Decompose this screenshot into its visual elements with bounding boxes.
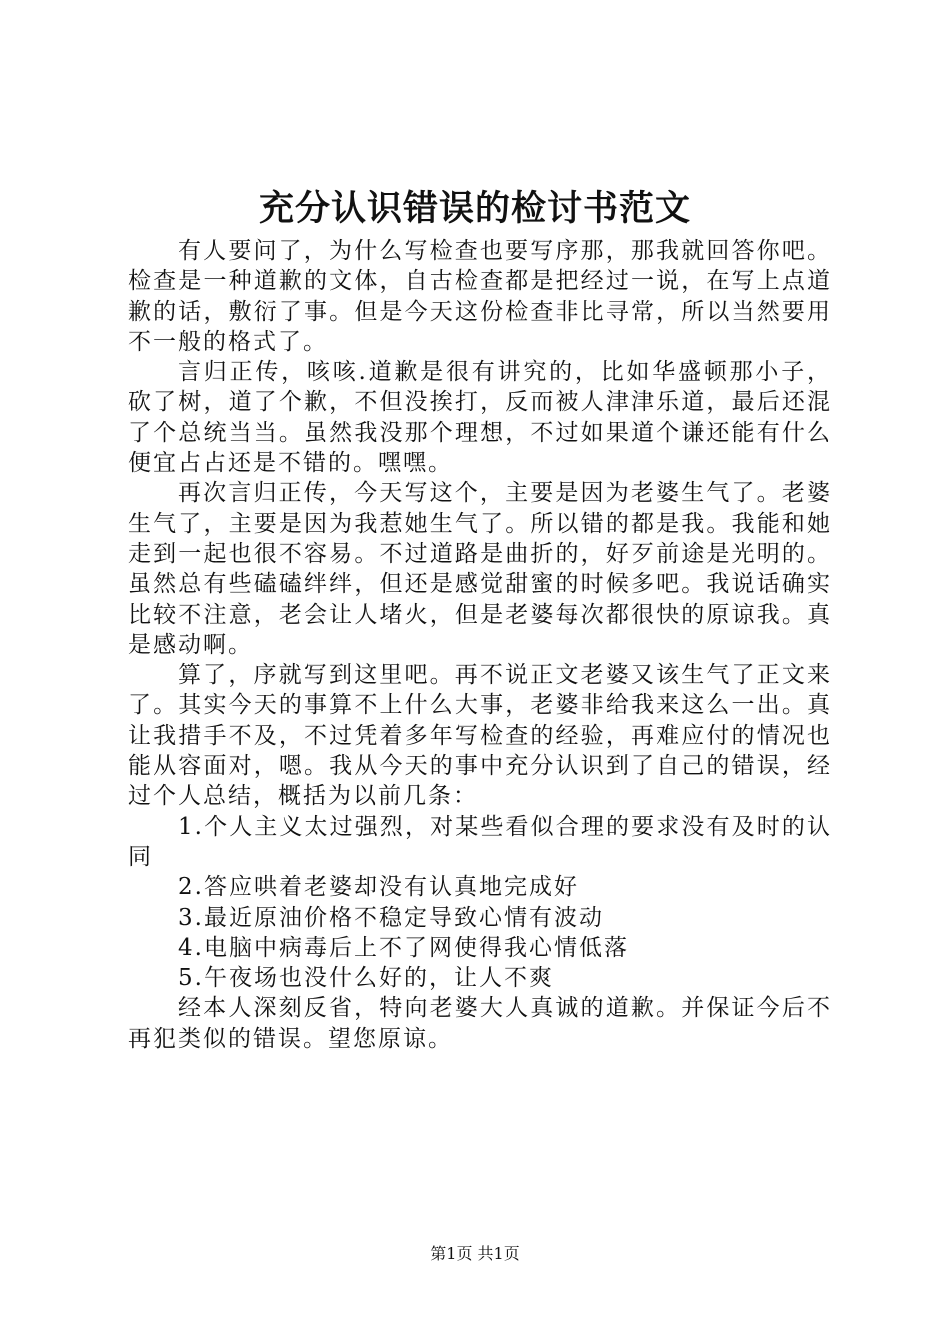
- paragraph-preface: 有人要问了，为什么写检查也要写序那，那我就回答你吧。检查是一种道歉的文体，自古检查都是把经过一说，在写上点道歉的话，敷衍了事。但是今天这份检查非比寻常，所以当然要用不一般的格式了。: [128, 238, 832, 355]
- paragraph-washington: 言归正传，咳咳.道歉是很有讲究的，比如华盛顿那小子，砍了树，道了个歉，不但没挨打，反而被人津津乐道，最后还混了个总统当当。虽然我没那个理想，不过如果道个谦还能有什么便宜占占还是不错的。嘿嘿。: [128, 359, 832, 477]
- list-item-1: 1.个人主义太过强烈，对某些看似合理的要求没有及时的认同: [128, 813, 832, 870]
- paragraph-main: 算了，序就写到这里吧。再不说正文老婆又该生气了正文来了。其实今天的事算不上什么大事，老婆非给我来这么一出。真让我措手不及，不过凭着多年写检查的经验，再难应付的情况也能从容面对，嗯。我从今天的事中充分认识到了自己的错误，经过个人总结，概括为以前几条：: [128, 662, 832, 810]
- list-item-4: 4.电脑中病毒后上不了网使得我心情低落: [178, 934, 629, 961]
- page-number-footer: 第1页 共1页: [430, 1244, 520, 1263]
- list-item-5: 5.午夜场也没什么好的，让人不爽: [178, 965, 554, 992]
- list-item-2: 2.答应哄着老婆却没有认真地完成好: [178, 874, 579, 901]
- list-item-3: 3.最近原油价格不稳定导致心情有波动: [178, 904, 604, 931]
- document-title: 充分认识错误的检讨书范文: [258, 188, 691, 229]
- document-body: [128, 236, 832, 1054]
- paragraph-reason: 再次言归正传，今天写这个，主要是因为老婆生气了。老婆生气了，主要是因为我惹她生气了。所以错的都是我。我能和她走到一起也很不容易。不过道路是曲折的，好歹前途是光明的。虽然总有些磕磕绊绊，但还是感觉甜蜜的时候多吧。我说话确实比较不注意，老会让人堵火，但是老婆每次都很快的原谅我。真是感动啊。: [128, 480, 832, 658]
- paragraph-conclusion: 经本人深刻反省，特向老婆大人真诚的道歉。并保证今后不再犯类似的错误。望您原谅。: [128, 995, 832, 1052]
